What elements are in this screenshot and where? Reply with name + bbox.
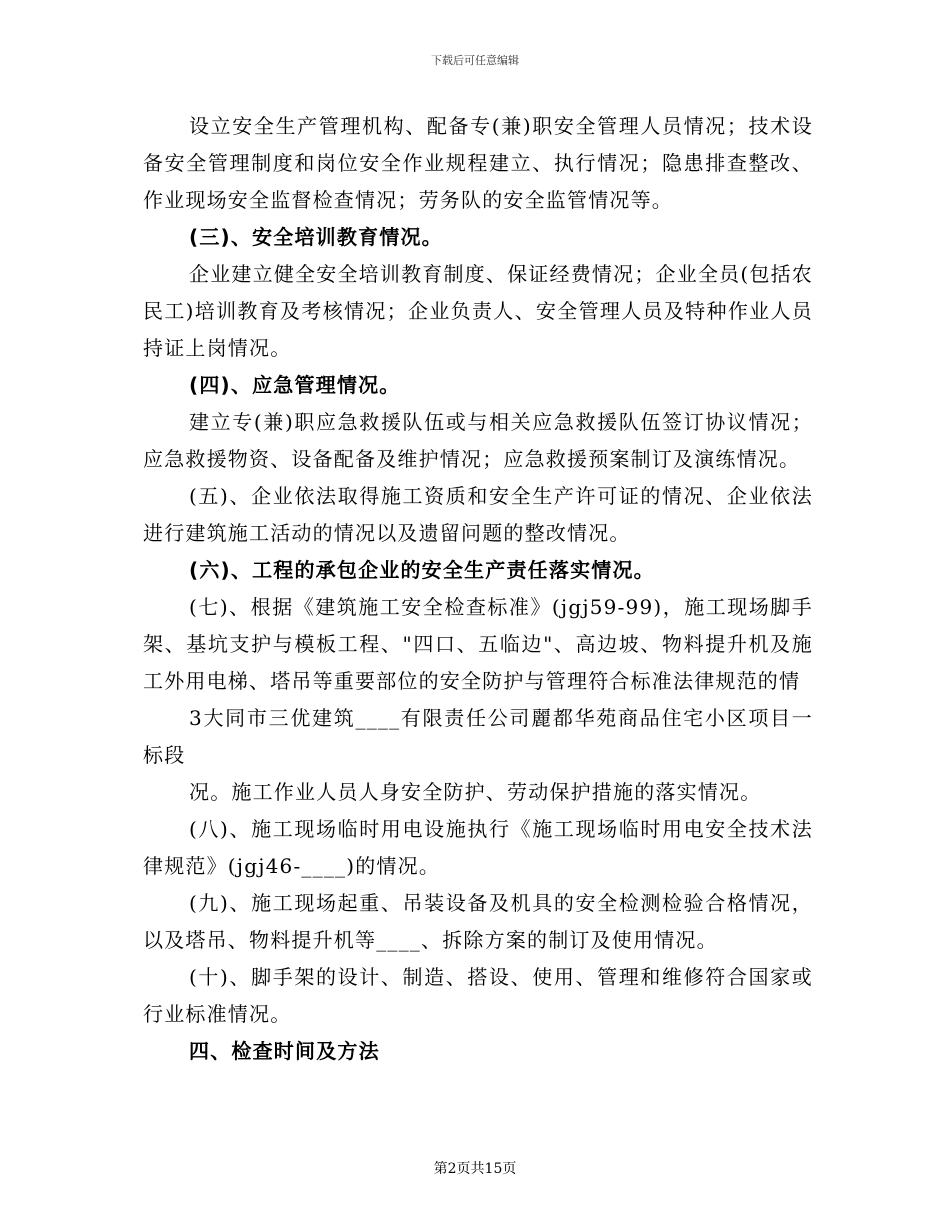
paragraph-personal-protection: 况。施工作业人员人身安全防护、劳动保护措施的落实情况。 xyxy=(189,780,762,804)
page-number: 第2页共15页 xyxy=(433,1161,517,1177)
paragraph-lifting-equipment: (九)、施工现场起重、吊装设备及机具的安全检测检验合格情况，以及塔吊、物料提升机等____、拆除方案的制订及使用情况。 xyxy=(143,891,813,952)
paragraph-training: 企业建立健全安全培训教育制度、保证经费情况；企业全员(包括农民工)培训教育及考核情况；企业负责人、安全管理人员及特种作业人员持证上岗情况。 xyxy=(143,262,813,360)
paragraph-emergency: 建立专(兼)职应急救援队伍或与相关应急救援队伍签订协议情况；应急救援物资、设备配备及维护情况；应急救援预案制订及演练情况。 xyxy=(143,410,813,471)
paragraph-project-name: 3大同市三优建筑____有限责任公司麗都华苑商品住宅小区项目一标段 xyxy=(143,706,813,767)
document-body xyxy=(143,108,813,1070)
page-header: 下载后可任意编辑 xyxy=(431,54,519,67)
section-heading-training: (三)、安全培训教育情况。 xyxy=(189,225,443,249)
section-heading-inspection-time: 四、检查时间及方法 xyxy=(189,1039,380,1063)
paragraph-scaffolding: (十)、脚手架的设计、制造、搭设、使用、管理和维修符合国家或行业标准情况。 xyxy=(143,965,813,1026)
paragraph-safety-management: 设立安全生产管理机构、配备专(兼)职安全管理人员情况；技术设备安全管理制度和岗位安全作业规程建立、执行情况；隐患排查整改、作业现场安全监督检查情况；劳务队的安全监管情况等。 xyxy=(143,114,813,212)
paragraph-temporary-power: (八)、施工现场临时用电设施执行《施工现场临时用电安全技术法律规范》(jgj46-____)的情况。 xyxy=(143,817,813,878)
paragraph-qualification: (五)、企业依法取得施工资质和安全生产许可证的情况、企业依法进行建筑施工活动的情况以及遗留问题的整改情况。 xyxy=(143,484,813,545)
section-heading-emergency: (四)、应急管理情况。 xyxy=(189,373,401,397)
paragraph-inspection-standard: (七)、根据《建筑施工安全检查标准》(jgj59-99)，施工现场脚手架、基坑支护与模板工程、"四口、五临边"、高边坡、物料提升机及施工外用电梯、塔吊等重要部位的安全防护与管理符合标准法律规范的情 xyxy=(143,595,813,693)
section-heading-responsibility: (六)、工程的承包企业的安全生产责任落实情况。 xyxy=(189,558,655,582)
